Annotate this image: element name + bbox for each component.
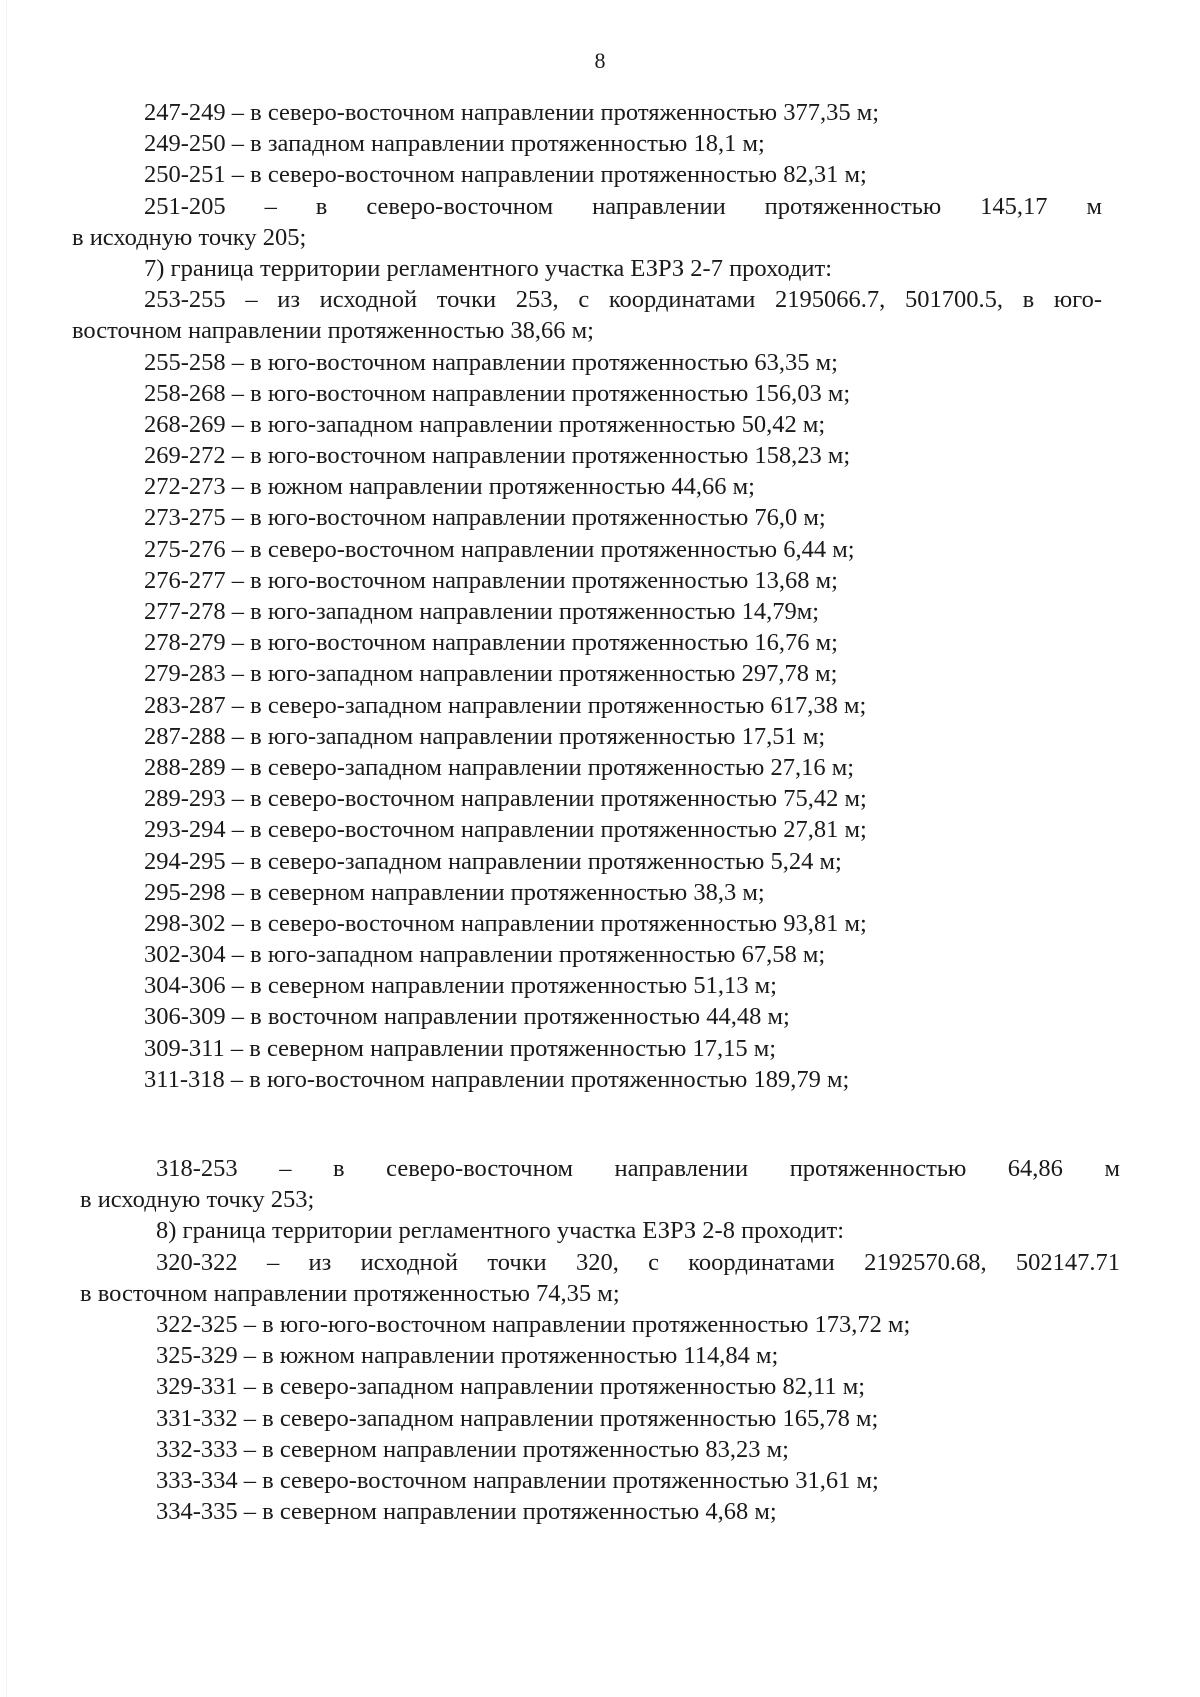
text-line: 295-298 – в северном направлении протяженностью 38,3 м; xyxy=(144,878,765,906)
text-line: 302-304 – в юго-западном направлении протяженностью 67,58 м; xyxy=(144,941,826,969)
text-line: 334-335 – в северном направлении протяженностью 4,68 м; xyxy=(156,1498,777,1526)
text-line: 306-309 – в восточном направлении протяженностью 44,48 м; xyxy=(144,1003,790,1031)
text-line: 278-279 – в юго-восточном направлении протяженностью 16,76 м; xyxy=(144,629,838,657)
page-number: 8 xyxy=(594,48,606,73)
text-line: 277-278 – в юго-западном направлении протяженностью 14,79м; xyxy=(144,598,820,625)
text-line: 320-322 – из исходной точки 320, с координатами 2192570.68, 502147.71 xyxy=(156,1248,1120,1276)
text-line: 304-306 – в северном направлении протяженностью 51,13 м; xyxy=(144,972,777,1000)
text-line: 333-334 – в северо-восточном направлении протяженностью 31,61 м; xyxy=(156,1466,879,1494)
text-line: 318-253 – в северо-восточном направлении протяженностью 64,86 м xyxy=(156,1155,1120,1182)
text-line: 249-250 – в западном направлении протяженностью 18,1 м; xyxy=(144,130,765,158)
text-line: 275-276 – в северо-восточном направлении протяженностью 6,44 м; xyxy=(144,535,855,563)
text-line: 283-287 – в северо-западном направлении протяженностью 617,38 м; xyxy=(144,691,867,719)
scan-edge xyxy=(6,0,7,1697)
text-line: 287-288 – в юго-западном направлении протяженностью 17,51 м; xyxy=(144,722,826,750)
text-line: 289-293 – в северо-восточном направлении протяженностью 75,42 м; xyxy=(144,785,867,813)
text-line: в восточном направлении протяженностью 74,35 м; xyxy=(80,1279,620,1307)
text-line: 8) граница территории регламентного участка ЕЗРЗ 2-8 проходит: xyxy=(156,1217,845,1245)
text-line: 288-289 – в северо-западном направлении протяженностью 27,16 м; xyxy=(144,753,855,781)
text-line: в исходную точку 205; xyxy=(72,223,307,251)
text-line: 250-251 – в северо-восточном направлении протяженностью 82,31 м; xyxy=(144,161,867,189)
text-line: 276-277 – в юго-восточном направлении протяженностью 13,68 м; xyxy=(144,566,838,594)
text-line: в исходную точку 253; xyxy=(80,1186,315,1214)
text-line: 325-329 – в южном направлении протяженностью 114,84 м; xyxy=(156,1342,779,1370)
text-line: 247-249 – в северо-восточном направлении протяженностью 377,35 м; xyxy=(144,99,880,126)
text-line: 272-273 – в южном направлении протяженностью 44,66 м; xyxy=(144,473,755,501)
text-line: 251-205 – в северо-восточном направлении протяженностью 145,17 м xyxy=(144,192,1102,220)
text-line: 294-295 – в северо-западном направлении протяженностью 5,24 м; xyxy=(144,847,842,875)
text-line: 331-332 – в северо-западном направлении протяженностью 165,78 м; xyxy=(156,1404,879,1432)
text-line: 273-275 – в юго-восточном направлении протяженностью 76,0 м; xyxy=(144,504,826,532)
text-line: 309-311 – в северном направлении протяженностью 17,15 м; xyxy=(144,1034,777,1062)
text-line: 255-258 – в юго-восточном направлении протяженностью 63,35 м; xyxy=(144,348,838,376)
text-line: восточном направлении протяженностью 38,66 м; xyxy=(72,317,594,345)
text-line: 311-318 – в юго-восточном направлении протяженностью 189,79 м; xyxy=(144,1065,850,1093)
text-line: 329-331 – в северо-западном направлении протяженностью 82,11 м; xyxy=(156,1373,866,1401)
text-line: 258-268 – в юго-восточном направлении протяженностью 156,03 м; xyxy=(144,379,851,407)
text-line: 322-325 – в юго-юго-восточном направлении протяженностью 173,72 м; xyxy=(156,1310,911,1338)
text-line: 7) граница территории регламентного участка ЕЗРЗ 2-7 проходит: xyxy=(144,254,833,282)
text-line: 269-272 – в юго-восточном направлении протяженностью 158,23 м; xyxy=(144,442,851,470)
text-line: 268-269 – в юго-западном направлении протяженностью 50,42 м; xyxy=(144,410,826,438)
text-line: 253-255 – из исходной точки 253, с координатами 2195066.7, 501700.5, в юго- xyxy=(144,286,1102,314)
text-line: 332-333 – в северном направлении протяженностью 83,23 м; xyxy=(156,1435,789,1463)
text-line: 298-302 – в северо-восточном направлении протяженностью 93,81 м; xyxy=(144,909,867,937)
body-text-block-1 xyxy=(72,97,1102,1095)
text-line: 279-283 – в юго-западном направлении протяженностью 297,78 м; xyxy=(144,660,838,688)
body-text-block-2 xyxy=(80,1153,1120,1527)
text-line: 293-294 – в северо-восточном направлении протяженностью 27,81 м; xyxy=(144,816,867,844)
